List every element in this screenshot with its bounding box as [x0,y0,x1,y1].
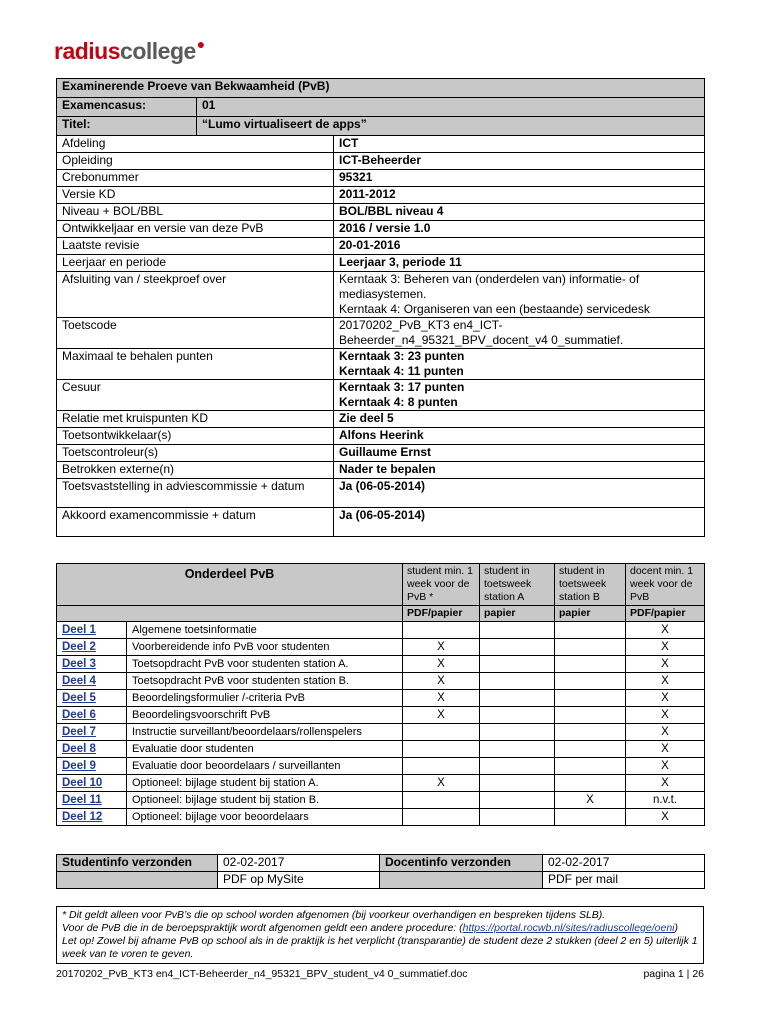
deel-mark: X [403,656,480,673]
info-row-value: 20-01-2016 [334,238,705,255]
deel-description: Optioneel: bijlage student bij station A. [127,775,403,792]
deel-mark [555,758,626,775]
deel-mark [403,792,480,809]
deel-mark [480,724,555,741]
info-row-label: Toetscontroleur(s) [57,445,334,462]
deel-mark [403,809,480,826]
info-row-value: 95321 [334,170,705,187]
table-row [57,639,705,656]
info-row-label: Relatie met kruispunten KD [57,411,334,428]
akkoord-row: Akkoord examencommissie + datum Ja (06-05-2014) [57,508,705,537]
table-row [57,673,705,690]
col-header-4: docent min. 1 week voor de PvB [626,564,705,606]
info-row [57,255,705,272]
deel-mark: X [626,690,705,707]
deel-mark [555,690,626,707]
deel-link[interactable]: Deel 6 [57,707,127,724]
deel-mark [555,656,626,673]
col-header-2: student in toetsweek station A [480,564,555,606]
verzonden-table [56,854,705,889]
info-header: Examinerende Proeve van Bekwaamheid (PvB) [57,79,705,98]
deel-mark [480,809,555,826]
titel-row: Titel: “Lumo virtualiseert de apps” [57,117,705,136]
info-row-value: 2016 / versie 1.0 [334,221,705,238]
deel-mark: X [626,656,705,673]
deel-mark [555,707,626,724]
deel-description: Toetsopdracht PvB voor studenten station B. [127,673,403,690]
info-row-value: ICT-Beheerder [334,153,705,170]
deel-mark [555,622,626,639]
table-row [57,724,705,741]
deel-mark: X [626,741,705,758]
info-row-value: Alfons Heerink [334,428,705,445]
table-row [57,656,705,673]
table-row [57,690,705,707]
deel-link[interactable]: Deel 11 [57,792,127,809]
deel-mark: X [626,775,705,792]
info-row [57,170,705,187]
deel-mark [555,724,626,741]
afsluiting-row: Afsluiting van / steekproef over Kerntaak 3: Beheren van (onderdelen van) informatie- of mediasystemen. Kerntaak 4: Organiseren van een (bestaande) servicedesk [57,272,705,318]
deel-mark: X [626,809,705,826]
col-header-1: student min. 1 week voor de PvB * [403,564,480,606]
info-row-label: Ontwikkeljaar en versie van deze PvB [57,221,334,238]
info-row [57,221,705,238]
deel-mark: X [403,775,480,792]
deel-mark [480,639,555,656]
deel-mark: X [403,639,480,656]
table-row [57,792,705,809]
info-row-label: Niveau + BOL/BBL [57,204,334,221]
parts-subheader-row: PDF/papier papier papier PDF/papier [57,606,705,622]
deel-mark [555,639,626,656]
toetscode-row: Toetscode 20170202_PvB_KT3 en4_ICT- Beheerder_n4_95321_BPV_docent_v4 0_summatief. [57,318,705,349]
deel-mark: X [626,724,705,741]
deel-description: Voorbereidende info PvB voor studenten [127,639,403,656]
page-footer [56,968,704,980]
docentinfo-method: PDF per mail [543,872,705,889]
deel-mark [555,809,626,826]
examencasus-row: Examencasus: 01 [57,98,705,117]
deel-link[interactable]: Deel 9 [57,758,127,775]
deel-link[interactable]: Deel 5 [57,690,127,707]
deel-mark: X [626,639,705,656]
cesuur-row: Cesuur Kerntaak 3: 17 punten Kerntaak 4: 8 punten [57,380,705,411]
table-row [57,775,705,792]
deel-link[interactable]: Deel 4 [57,673,127,690]
deel-mark: X [403,690,480,707]
vaststelling-row: Toetsvaststelling in adviescommissie + datum Ja (06-05-2014) [57,479,705,508]
deel-link[interactable]: Deel 2 [57,639,127,656]
deel-mark: X [626,673,705,690]
info-row-value: Nader te bepalen [334,462,705,479]
table-row [57,741,705,758]
deel-description: Evaluatie door beoordelaars / surveillanten [127,758,403,775]
logo-mark-icon: ● [196,36,205,52]
toetscode-value: 20170202_PvB_KT3 en4_ICT- Beheerder_n4_95321_BPV_docent_v4 0_summatief. [334,318,705,349]
footer-page-number: pagina 1 | 26 [643,968,704,980]
deel-link[interactable]: Deel 10 [57,775,127,792]
footnote-box: * Dit geldt alleen voor PvB’s die op school worden afgenomen (bij voorkeur overhandigen en bespreken tijdens SLB). Voor de PvB die in de beroepspraktijk wordt afgenomen geldt een andere procedure: (https://portal.rocwb.nl/sites/radiuscollege/oeni) Let op! Zowel bij afname PvB op school als in de praktijk is het verplicht (transparantie) de student deze 2 stukken (deel 2 en 5) uiterlijk 1 week van te voren te geven. [56,906,704,964]
info-row [57,136,705,153]
info-row-value: Guillaume Ernst [334,445,705,462]
info-row-label: Toetsontwikkelaar(s) [57,428,334,445]
info-row-label: Laatste revisie [57,238,334,255]
table-row [57,809,705,826]
deel-mark [480,622,555,639]
deel-description: Toetsopdracht PvB voor studenten station A. [127,656,403,673]
deel-mark: n.v.t. [626,792,705,809]
table-row [57,622,705,639]
info-row-label: Opleiding [57,153,334,170]
deel-link[interactable]: Deel 1 [57,622,127,639]
info-row-value: 2011-2012 [334,187,705,204]
deel-description: Algemene toetsinformatie [127,622,403,639]
deel-description: Evaluatie door studenten [127,741,403,758]
info-row [57,445,705,462]
cesuur-value: Kerntaak 3: 17 punten Kerntaak 4: 8 punten [334,380,705,411]
parts-header-row [57,564,705,606]
deel-mark [403,622,480,639]
max-punten-row: Maximaal te behalen punten Kerntaak 3: 23 punten Kerntaak 4: 11 punten [57,349,705,380]
deel-description: Beoordelingsformulier /-criteria PvB [127,690,403,707]
studentinfo-method: PDF op MySite [218,872,380,889]
deel-mark [480,758,555,775]
deel-mark: X [555,792,626,809]
deel-mark [403,758,480,775]
col-header-3: student in toetsweek station B [555,564,626,606]
deel-mark: X [403,673,480,690]
info-row [57,428,705,445]
deel-mark [480,792,555,809]
deel-mark [403,741,480,758]
deel-mark [555,741,626,758]
info-header-row [57,79,705,98]
deel-link[interactable]: Deel 8 [57,741,127,758]
docentinfo-date: 02-02-2017 [543,855,705,872]
info-row [57,238,705,255]
deel-link[interactable]: Deel 7 [57,724,127,741]
info-row-label: Afdeling [57,136,334,153]
table-row [57,707,705,724]
info-row [57,462,705,479]
info-row [57,411,705,428]
onderdeel-header: Onderdeel PvB [57,564,403,606]
info-row-label: Leerjaar en periode [57,255,334,272]
deel-description: Optioneel: bijlage voor beoordelaars [127,809,403,826]
info-row-value: BOL/BBL niveau 4 [334,204,705,221]
info-row [57,204,705,221]
radiuscollege-logo: radiuscollege● [54,36,205,64]
deel-link[interactable]: Deel 12 [57,809,127,826]
deel-description: Instructie surveillant/beoordelaars/rollenspelers [127,724,403,741]
deel-mark [480,690,555,707]
info-row-label: Betrokken externe(n) [57,462,334,479]
deel-description: Beoordelingsvoorschrift PvB [127,707,403,724]
deel-mark [480,707,555,724]
deel-mark [403,724,480,741]
info-row-label: Crebonummer [57,170,334,187]
deel-mark [480,673,555,690]
table-row [57,758,705,775]
info-row [57,187,705,204]
studentinfo-date: 02-02-2017 [218,855,380,872]
deel-mark: X [403,707,480,724]
docentinfo-label: Docentinfo verzonden [380,855,543,872]
deel-description: Optioneel: bijlage student bij station B. [127,792,403,809]
deel-mark [480,656,555,673]
deel-link[interactable]: Deel 3 [57,656,127,673]
info-row-value: Leerjaar 3, periode 11 [334,255,705,272]
footer-filename: 20170202_PvB_KT3 en4_ICT-Beheerder_n4_95321_BPV_student_v4 0_summatief.doc [56,968,468,980]
pvb-info-table [56,78,705,537]
max-punten-value: Kerntaak 3: 23 punten Kerntaak 4: 11 punten [334,349,705,380]
onderdelen-table [56,563,705,826]
deel-mark [480,775,555,792]
studentinfo-label: Studentinfo verzonden [57,855,218,872]
afsluiting-value: Kerntaak 3: Beheren van (onderdelen van) informatie- of mediasystemen. Kerntaak 4: Organiseren van een (bestaande) servicedesk [334,272,705,318]
info-row-value: ICT [334,136,705,153]
info-row-value: Zie deel 5 [334,411,705,428]
deel-mark: X [626,707,705,724]
portal-link[interactable]: https://portal.rocwb.nl/sites/radiuscollege/oeni [462,922,675,934]
deel-mark [480,741,555,758]
deel-mark: X [626,758,705,775]
deel-mark [555,775,626,792]
info-row [57,153,705,170]
deel-mark: X [626,622,705,639]
info-row-label: Versie KD [57,187,334,204]
deel-mark [555,673,626,690]
